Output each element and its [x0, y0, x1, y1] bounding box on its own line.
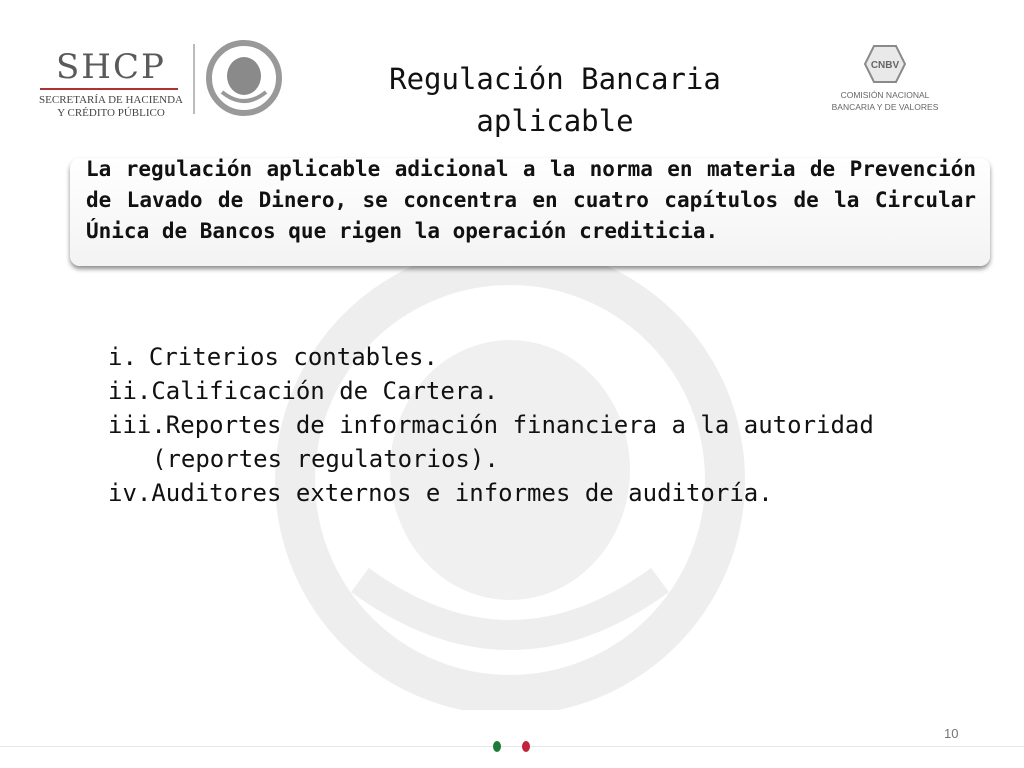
red-dot-icon	[522, 741, 530, 752]
list-item-text: Calificación de Cartera.	[151, 377, 499, 405]
shcp-acronym: SHCP	[56, 47, 166, 87]
cnbv-line1: COMISIÓN NACIONAL	[840, 90, 930, 100]
list-item	[108, 374, 908, 408]
list-item	[108, 340, 908, 374]
list-item	[108, 408, 908, 476]
header-divider	[193, 44, 195, 114]
list-item-number: iv.	[108, 479, 152, 507]
cnbv-logo	[830, 44, 940, 112]
cnbv-acronym: CNBV	[870, 60, 900, 71]
green-dot-icon	[493, 741, 501, 752]
chapter-list	[108, 340, 908, 510]
list-item	[108, 476, 908, 510]
list-item-text: Criterios contables.	[148, 343, 438, 371]
mexican-seal-icon	[206, 40, 282, 116]
page-title: Regulación Bancaria aplicable	[389, 62, 721, 138]
cnbv-hexagon-icon	[863, 44, 907, 84]
list-item-number: i.	[108, 343, 137, 371]
list-item-text: Auditores externos e informes de auditoría.	[151, 479, 773, 507]
callout-text: La regulación aplicable adicional a la norma en materia de Prevención de Lavado de Dinero, se concentra en cuatro capítulos de la Circular Única de Bancos que rigen la operación crediticia.	[86, 157, 976, 243]
shcp-line2: Y CRÉDITO PÚBLICO	[57, 107, 165, 119]
shcp-logo	[36, 47, 186, 120]
shcp-rule	[40, 88, 178, 90]
page-number: 10	[944, 726, 959, 741]
list-item-number: ii.	[108, 377, 152, 405]
shcp-line1: SECRETARÍA DE HACIENDA	[39, 94, 183, 106]
list-item-number: iii.	[108, 411, 166, 439]
footer-line	[0, 746, 1024, 747]
cnbv-line2: BANCARIA Y DE VALORES	[831, 102, 939, 112]
list-item-text: Reportes de información financiera a la autoridad (reportes regulatorios).	[152, 411, 874, 473]
